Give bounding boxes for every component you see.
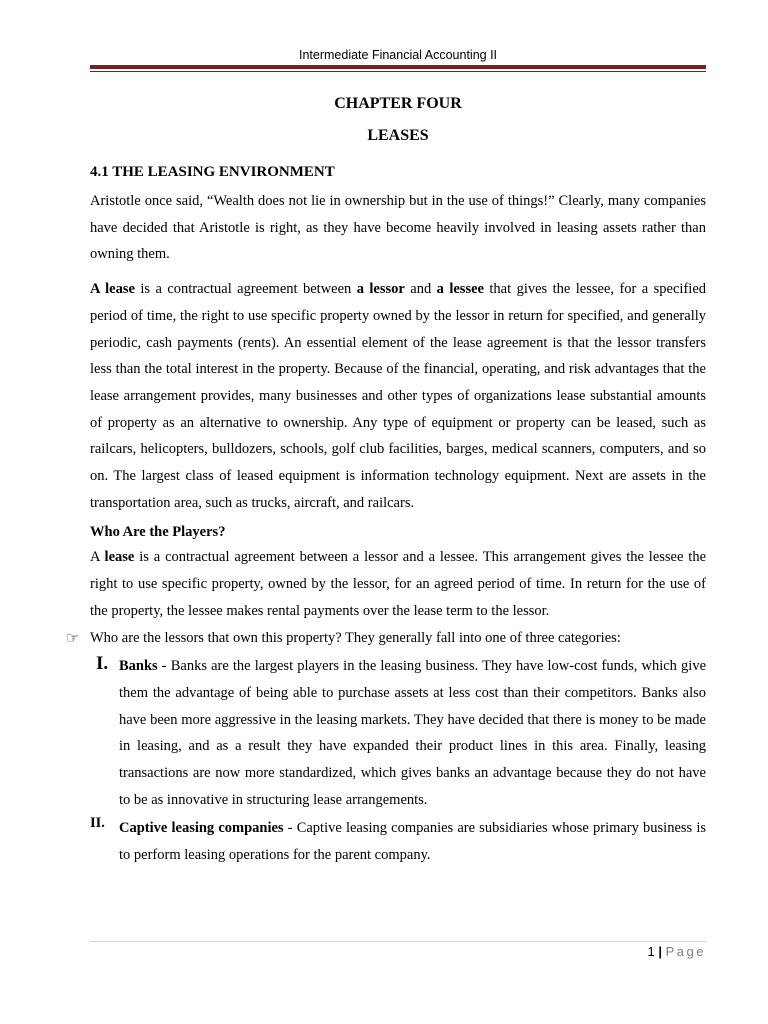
list-number: II. xyxy=(90,815,105,832)
page-number: 1 xyxy=(647,944,655,959)
definition-text-2: and xyxy=(404,281,437,298)
term-lease: A lease xyxy=(90,281,135,298)
term-lessor: a lessor xyxy=(356,281,405,298)
list-item-term: Banks xyxy=(119,658,158,675)
definition-text-3: that gives the lessee, for a specified period of time, the right to use specific property owned by the lessor in return for specified, and generally periodic, cash payments (rents). An essential element of the lease agreement is that the lessor transfers less than the total interest in the property. Because of the financial, operating, and risk advantages that the lease arrangement provides, many businesses and other types of organizations lease substantial amounts of property as an alternative to ownership. Any type of equipment or property can be leased, such as railcars, helicopters, bulldozers, schools, golf club facilities, barges, medical scanners, computers, and so on. The largest class of leased equipment is information technology equipment. Next are assets in the transportation area, such as trucks, aircraft, and railcars. xyxy=(90,281,707,511)
header-rule-thin xyxy=(90,71,706,72)
lease-definition-paragraph xyxy=(90,276,706,516)
list-item-text xyxy=(119,653,706,813)
page-footer xyxy=(648,943,707,961)
players-prefix: A xyxy=(90,549,105,566)
chapter-title: LEASES xyxy=(367,127,429,144)
list-item-captive-leasing xyxy=(90,815,706,868)
lessors-question: Who are the lessors that own this property? They generally fall into one of three categories: xyxy=(90,629,621,646)
lessors-question-row xyxy=(66,625,706,652)
definition-text-1: is a contractual agreement between xyxy=(134,281,357,298)
header-rule-thick xyxy=(90,65,706,69)
pointing-hand-icon: ☞ xyxy=(66,628,80,647)
running-header: Intermediate Financial Accounting II xyxy=(298,48,498,62)
list-item-text xyxy=(119,815,706,868)
page-word: Page xyxy=(665,944,706,959)
chapter-label: CHAPTER FOUR xyxy=(334,95,462,112)
list-item-banks xyxy=(90,653,706,813)
players-heading: Who Are the Players? xyxy=(90,524,226,541)
players-text: is a contractual agreement between a lessor and a lessee. This arrangement gives the lessee the right to use specific property, owned by the lessor, for an agreed period of time. In return for the use of the property, the lessee makes rental payments over the lease term to the lessor. xyxy=(90,549,706,619)
section-heading: 4.1 THE LEASING ENVIRONMENT xyxy=(90,164,335,180)
term-lessee: a lessee xyxy=(436,281,484,298)
intro-paragraph: Aristotle once said, “Wealth does not lie in ownership but in the use of things!” Clearly, many companies have decided that Aristotle is right, as they have become heavily involved in leasing assets rather than owning them. xyxy=(90,193,706,263)
footer-separator: | xyxy=(658,944,662,959)
list-item-description: - Captive leasing companies are subsidiaries whose primary business is to perform leasing operations for the parent company. xyxy=(119,820,706,864)
list-number: I. xyxy=(96,653,109,675)
list-item-term: Captive leasing companies xyxy=(119,820,284,837)
footer-rule xyxy=(90,941,706,942)
players-term-lease: lease xyxy=(104,549,135,566)
page-content xyxy=(66,92,707,869)
list-item-description: - Banks are the largest players in the leasing business. They have low-cost funds, which give them the advantage of being able to purchase assets at less cost than their competitors. Banks also have been more aggressive in the leasing markets. They have decided that there is money to be made in leasing, and as a result they have expanded their product lines in this area. Finally, leasing transactions are now more standardized, which gives banks an advantage because they do not have to be as innovative in structuring lease arrangements. xyxy=(119,658,706,808)
players-paragraph xyxy=(90,544,706,624)
